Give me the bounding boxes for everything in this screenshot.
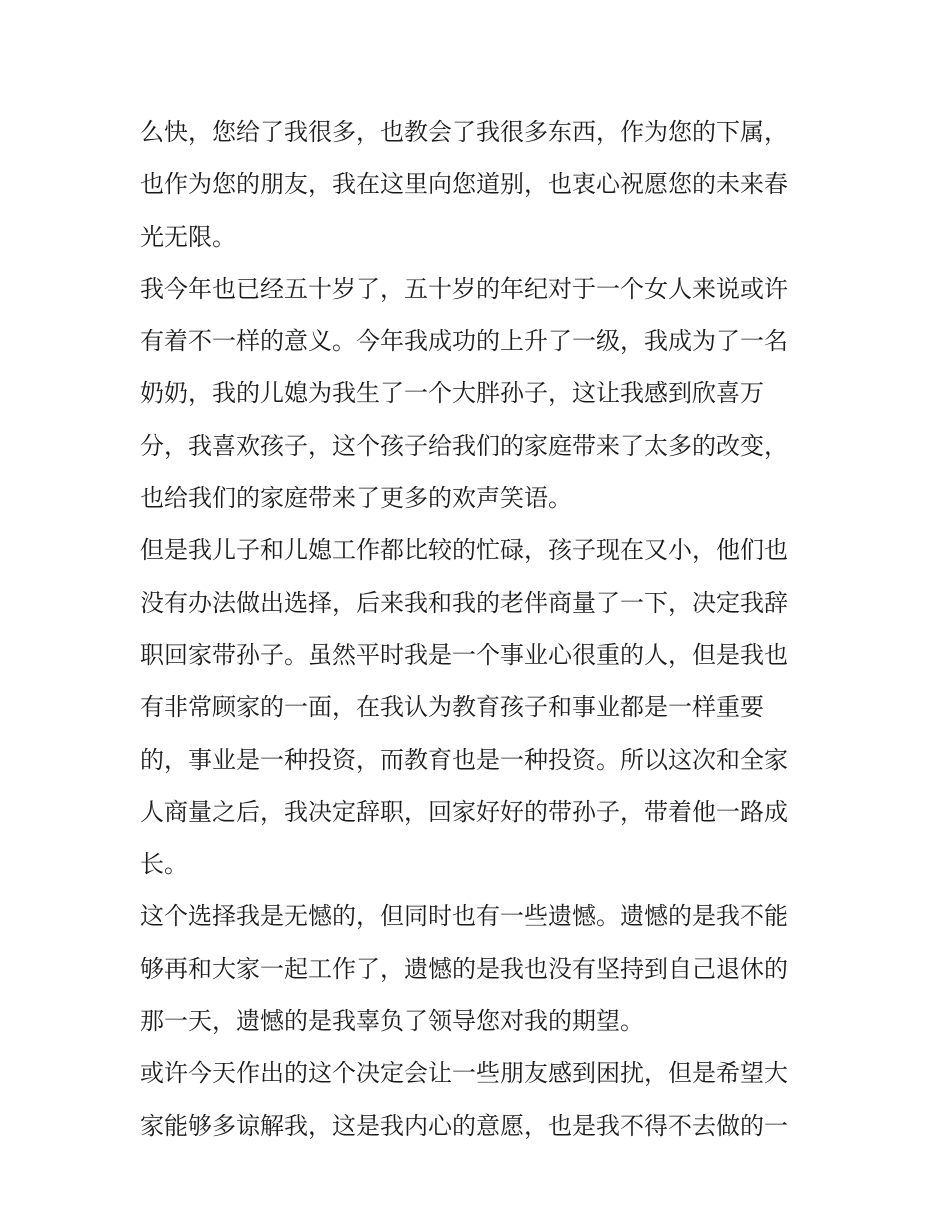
text-line: 也给我们的家庭带来了更多的欢声笑语。 — [140, 484, 572, 513]
text-line: 我今年也已经五十岁了，五十岁的年纪对于一个女人来说或许 — [140, 274, 788, 303]
text-line: 或许今天作出的这个决定会让一些朋友感到困扰，但是希望大 — [140, 1059, 788, 1088]
body-text — [140, 106, 820, 1152]
text-line: 也作为您的朋友，我在这里向您道别，也衷心祝愿您的未来春 — [140, 170, 788, 199]
text-line: 奶奶，我的儿媳为我生了一个大胖孙子，这让我感到欣喜万 — [140, 379, 764, 408]
text-line: 分，我喜欢孩子，这个孩子给我们的家庭带来了太多的改变， — [140, 431, 788, 460]
text-line: 家能够多谅解我，这是我内心的意愿，也是我不得不去做的一 — [140, 1111, 788, 1140]
text-line: 但是我儿子和儿媳工作都比较的忙碌，孩子现在又小，他们也 — [140, 536, 788, 565]
text-line: 光无限。 — [140, 222, 236, 251]
text-line: 么快，您给了我很多，也教会了我很多东西，作为您的下属， — [140, 118, 788, 146]
text-line: 职回家带孙子。虽然平时我是一个事业心很重的人，但是我也 — [140, 640, 788, 669]
text-line: 的，事业是一种投资，而教育也是一种投资。所以这次和全家 — [140, 745, 788, 774]
text-line: 有着不一样的意义。今年我成功的上升了一级，我成为了一名 — [140, 327, 788, 356]
text-line: 人商量之后，我决定辞职，回家好好的带孙子，带着他一路成 — [140, 797, 788, 826]
text-line: 够再和大家一起工作了，遗憾的是我也没有坚持到自己退休的 — [140, 954, 788, 983]
text-line: 有非常顾家的一面，在我认为教育孩子和事业都是一样重要 — [140, 693, 764, 722]
text-line: 这个选择我是无憾的，但同时也有一些遗憾。遗憾的是我不能 — [140, 902, 788, 931]
text-line: 没有办法做出选择，后来我和我的老伴商量了一下，决定我辞 — [140, 588, 788, 617]
text-line: 那一天，遗憾的是我辜负了领导您对我的期望。 — [140, 1007, 644, 1036]
text-line: 长。 — [140, 850, 188, 879]
